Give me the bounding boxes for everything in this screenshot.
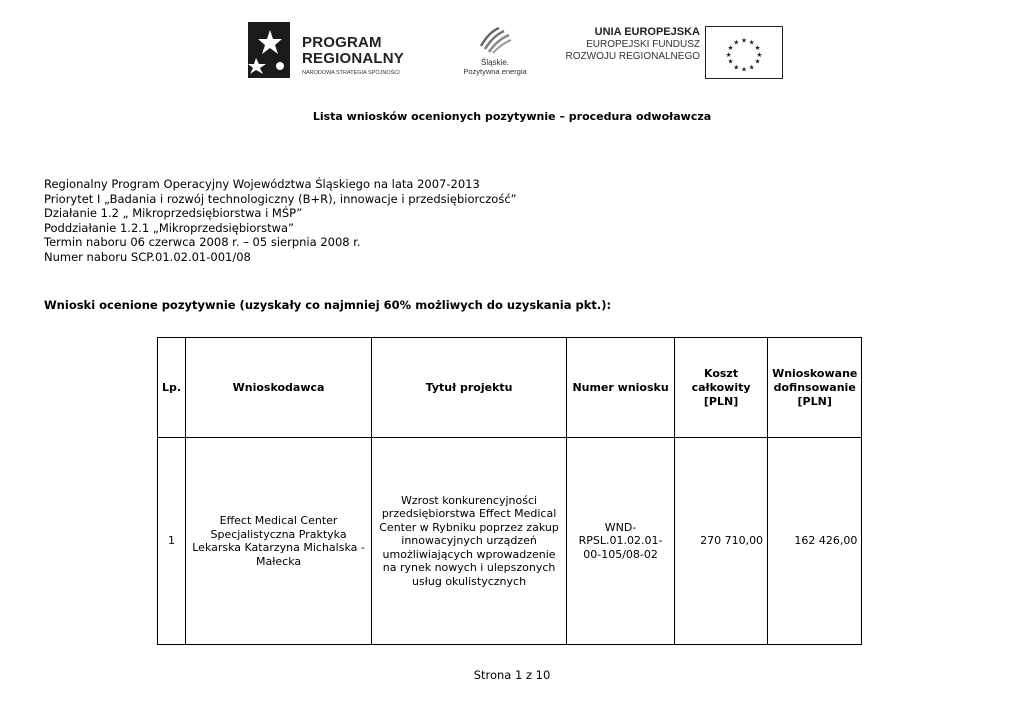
- svg-text:★: ★: [733, 38, 740, 47]
- cell-application-number: WND-RPSL.01.02.01-00-105/08-02: [567, 438, 675, 645]
- svg-text:★: ★: [725, 50, 732, 59]
- eu-flag-icon: [705, 26, 783, 79]
- term-line: Termin naboru 06 czerwca 2008 r. – 05 sierpnia 2008 r.: [44, 235, 361, 250]
- cell-requested-funding: 162 426,00: [768, 438, 862, 645]
- program-info-block: [44, 177, 517, 265]
- header-project-title: Tytuł projektu: [372, 338, 567, 438]
- results-table: [157, 337, 862, 645]
- slaskie-logo-line2: Pozytywna energia: [463, 67, 527, 76]
- cell-lp: 1: [158, 438, 186, 645]
- program-logo-line2: REGIONALNY: [302, 50, 405, 67]
- action-line: Działanie 1.2 „ Mikroprzedsiębiorstwa i MŚP”: [44, 206, 303, 221]
- svg-text:★: ★: [754, 57, 761, 66]
- priority-line: Priorytet I „Badania i rozwój technologiczny (B+R), innowacje i przedsiębiorczość”: [44, 191, 517, 206]
- ue-logo-line2: EUROPEJSKI FUNDUSZ: [586, 39, 700, 50]
- svg-text:★: ★: [756, 50, 763, 59]
- section-heading: Wnioski ocenione pozytywnie (uzyskały co najmniej 60% możliwych do uzyskania pkt.):: [44, 298, 612, 312]
- header-application-number: Numer wniosku: [567, 338, 675, 438]
- svg-text:★: ★: [733, 63, 740, 72]
- slaskie-logo: [460, 24, 530, 84]
- svg-text:★: ★: [748, 38, 755, 47]
- cell-total-cost: 270 710,00: [675, 438, 768, 645]
- cell-project-title: Wzrost konkurencyjności przedsiębiorstwa Effect Medical Center w Rybniku poprzez zakup innowacyjnych urządzeń umożliwiających wprowadzenie na rynek nowych i ulepszonych usług okulistycznych: [372, 438, 567, 645]
- table-row: [158, 438, 862, 645]
- ue-logo-line1: UNIA EUROPEJSKA: [594, 26, 700, 38]
- svg-text:★: ★: [754, 44, 761, 53]
- header-lp: Lp.: [158, 338, 186, 438]
- table-header-row: [158, 338, 862, 438]
- svg-text:★: ★: [727, 57, 734, 66]
- svg-text:★: ★: [727, 44, 734, 53]
- call-number-line: Numer naboru SCP.01.02.01-001/08: [44, 249, 251, 264]
- ue-logo-text: [560, 26, 700, 82]
- program-name: Regionalny Program Operacyjny Województwa Śląskiego na lata 2007-2013: [44, 177, 480, 191]
- program-logo-line3: NARODOWA STRATEGIA SPÓJNOŚCI: [302, 70, 400, 76]
- program-logo-line1: PROGRAM: [302, 34, 382, 51]
- header-requested-funding: Wnioskowane dofinsowanie [PLN]: [768, 338, 862, 438]
- document-title: Lista wniosków ocenionych pozytywnie – procedura odwoławcza: [312, 110, 712, 123]
- header-total-cost: Koszt całkowity [PLN]: [675, 338, 768, 438]
- header-applicant: Wnioskodawca: [186, 338, 372, 438]
- svg-text:★: ★: [740, 36, 748, 45]
- ue-logo-line3: ROZWOJU REGIONALNEGO: [565, 51, 700, 62]
- program-regionalny-logo: [248, 22, 418, 80]
- cell-applicant: Effect Medical Center Specjalistyczna Praktyka Lekarska Katarzyna Michalska - Małecka: [186, 438, 372, 645]
- header-logos: [0, 18, 1024, 88]
- program-regionalny-emblem-icon: [248, 22, 290, 78]
- subaction-line: Poddziałanie 1.2.1 „Mikroprzedsiębiorstwa”: [44, 220, 295, 235]
- slaskie-wave-icon: [477, 24, 513, 54]
- svg-text:★: ★: [748, 63, 755, 72]
- svg-text:★: ★: [740, 65, 748, 74]
- slaskie-logo-line1: Śląskie.: [480, 58, 509, 67]
- page-number: Strona 1 z 10: [473, 668, 551, 682]
